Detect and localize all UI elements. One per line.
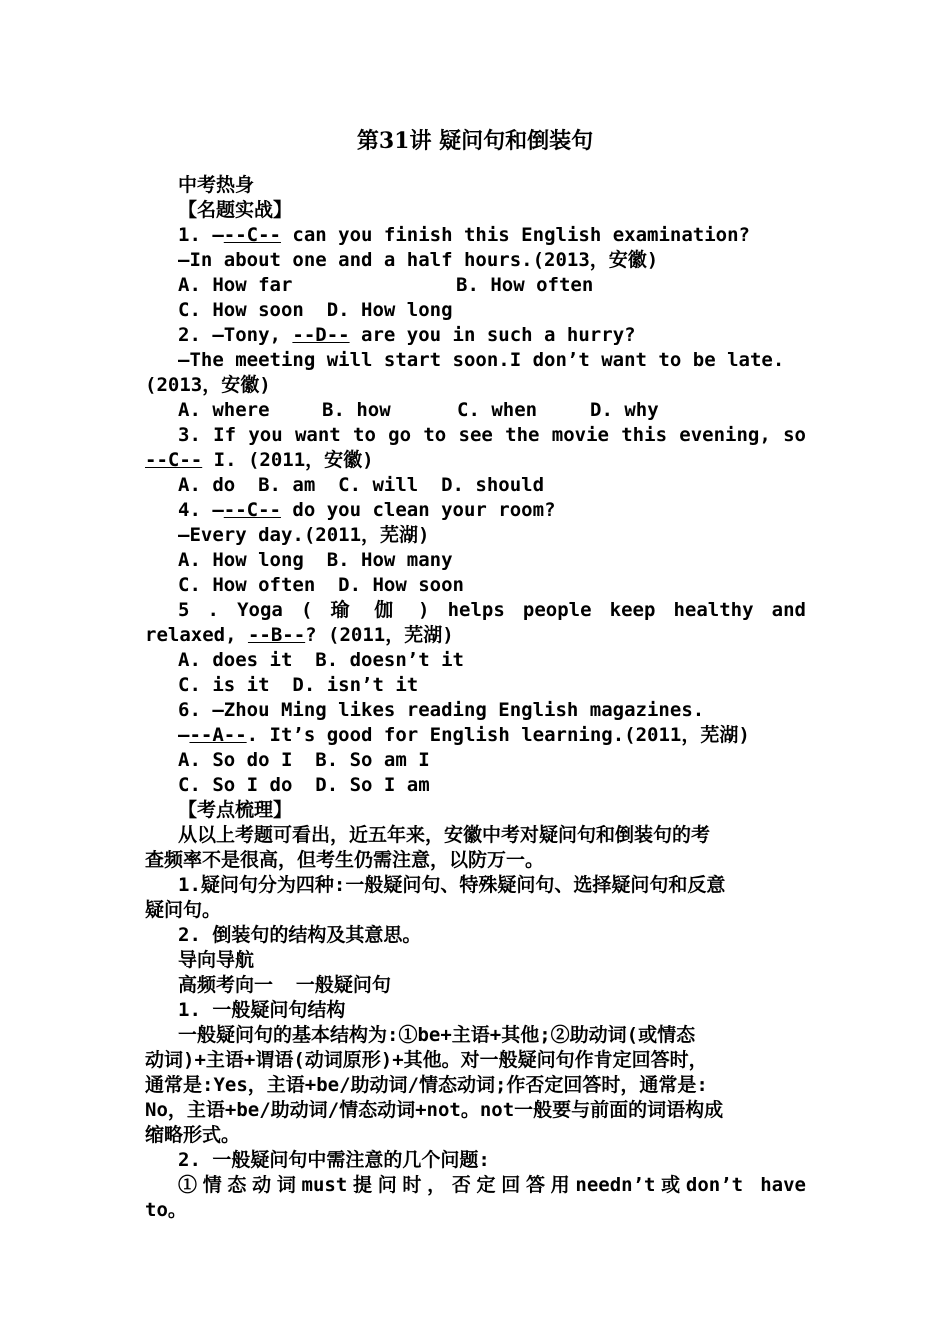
question-stem: 2. —Tony, --D-- are you in such a hurry? [178,324,636,346]
paragraph: 一般疑问句的基本结构为:①be+主语+其他;②助动词(或情态 [178,1024,696,1046]
question-stem: 1. —--C-- can you finish this English examination? [178,224,750,246]
paragraph: No，主语+be/助动词/情态动词+not。not一般要与前面的词语构成 [145,1099,724,1121]
option: A. do B. am C. will D. should [178,474,545,496]
section-heading: 导向导航 [178,949,255,971]
paragraph: to。 [145,1199,187,1221]
paragraph: ①情态动词must提问时，否定回答用needn’t或don’t have [178,1174,806,1196]
section-heading: 高频考向一 一般疑问句 [178,974,391,996]
question-source: (2013，安徽) [145,374,271,396]
question-stem: 3. If you want to go to see the movie this evening, so [178,424,806,446]
option: A. where [178,399,270,421]
option: C. is it D. isn’t it [178,674,419,696]
question-stem: --C-- I. (2011，安徽) [145,449,374,471]
option: C. How soon D. How long [178,299,453,321]
answer-blank: --C-- [223,499,281,521]
option: A. does it B. doesn’t it [178,649,464,671]
answer-blank: --B-- [247,624,306,646]
answer-blank: --C-- [145,449,203,471]
paragraph: 1.疑问句分为四种:一般疑问句、特殊疑问句、选择疑问句和反意 [178,874,726,896]
answer-blank: --A-- [189,724,247,746]
question-reply: —Every day.(2011，芜湖) [178,524,430,546]
question-reply: —The meeting will start soon.I don’t want to be late. [178,349,785,371]
paragraph: 动词)+主语+谓语(动词原形)+其他。对一般疑问句作肯定回答时， [145,1049,708,1071]
paragraph: 缩略形式。 [145,1124,241,1146]
option: C. How often D. How soon [178,574,464,596]
question-stem: 5 . Yoga ( 瑜 伽 ) helps people keep healthy and [178,599,806,621]
question-stem: relaxed, --B--? (2011，芜湖) [145,624,454,646]
question-stem: 4. —--C-- do you clean your room? [178,499,556,521]
option: A. So do I B. So am I [178,749,430,771]
option: C. when [457,399,538,421]
option: A. How long B. How many [178,549,453,571]
question-reply: —--A--. It’s good for English learning.(2011，芜湖) [178,724,750,746]
option: A. How far [178,274,293,296]
section-heading: 中考热身 [178,174,255,196]
question-stem: 6. —Zhou Ming likes reading English magazines. [178,699,705,721]
answer-blank: --C-- [223,224,281,246]
option: D. why [590,399,659,421]
paragraph: 通常是:Yes，主语+be/助动词/情态动词;作否定回答时，通常是: [145,1074,708,1096]
paragraph: 从以上考题可看出，近五年来，安徽中考对疑问句和倒装句的考 [178,824,711,846]
subheading: 2. 一般疑问句中需注意的几个问题: [178,1149,490,1171]
question-reply: —In about one and a half hours.(2013，安徽) [178,249,659,271]
paragraph: 2. 倒装句的结构及其意思。 [178,924,422,946]
option: B. How often [456,274,594,296]
option: B. how [322,399,391,421]
option: C. So I do D. So I am [178,774,430,796]
paragraph: 疑问句。 [145,899,222,921]
section-heading: 【名题实战】 [178,199,293,221]
subheading: 1. 一般疑问句结构 [178,999,346,1021]
page-title: 第31讲 疑问句和倒装句 [356,128,594,154]
answer-blank: --D-- [292,324,350,346]
paragraph: 查频率不是很高，但考生仍需注意，以防万一。 [145,849,545,871]
section-heading: 【考点梳理】 [178,799,293,821]
